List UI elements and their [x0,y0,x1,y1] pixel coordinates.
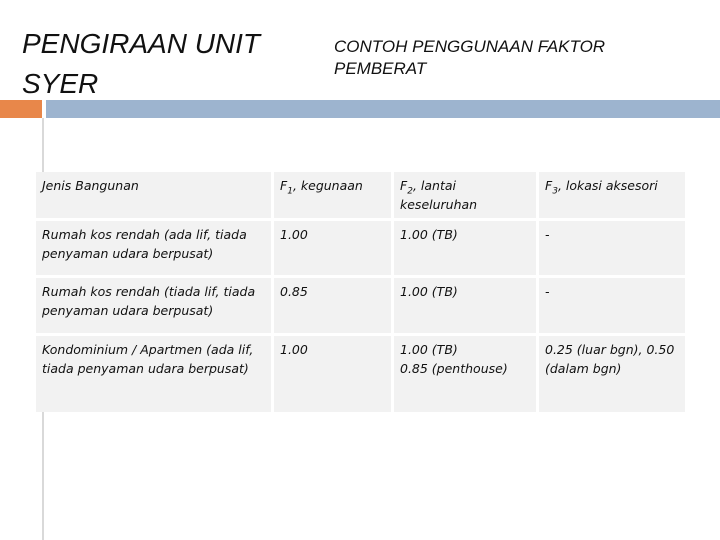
row-f1-cell: 1.00 [274,221,394,278]
row-f1-cell: 1.00 [274,336,394,412]
table-row [36,278,685,336]
header-jenis-bangunan: Jenis Bangunan [36,172,274,221]
table-row [36,221,685,278]
row-f2-cell: 1.00 (TB) [394,278,539,336]
row-f2-line: 1.00 (TB) [400,342,458,357]
accent-bar-orange [0,100,42,118]
row-f3-cell: - [539,221,685,278]
row-jenis-cell: Rumah kos rendah (tiada lif, tiada penyaman udara berpusat) [36,278,274,336]
weighting-factor-table [36,172,685,412]
header-f2: $F_2$, lantai keseluruhan [394,172,539,221]
header-f1: $F_1$, kegunaan [274,172,394,221]
table-row [36,336,685,412]
row-jenis-cell: Rumah kos rendah (ada lif, tiada penyaman udara berpusat) [36,221,274,278]
row-f3-cell: - [539,278,685,336]
slide-subtitle: CONTOH PENGGUNAAN FAKTOR PEMBERAT [334,37,606,78]
row-f3-cell: 0.25 (luar bgn), 0.50 (dalam bgn) [539,336,685,412]
slide-title: PENGIRAAN UNIT SYER [22,28,261,99]
accent-bar-blue [46,100,720,118]
row-f2-line: 0.85 (penthouse) [400,361,508,376]
row-jenis-cell: Kondominium / Apartmen (ada lif, tiada penyaman udara berpusat) [36,336,274,412]
row-f2-cell [394,336,539,412]
table-header-row [36,172,685,221]
row-f1-cell: 0.85 [274,278,394,336]
row-f2-cell: 1.00 (TB) [394,221,539,278]
header-f3: $F_3$, lokasi aksesori [539,172,685,221]
